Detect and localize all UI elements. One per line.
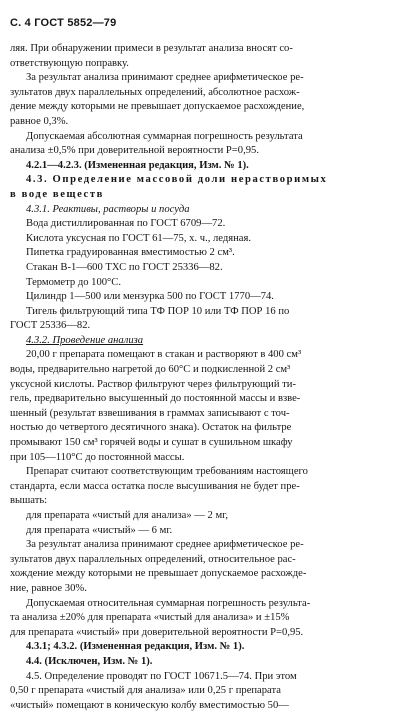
page-header: С. 4 ГОСТ 5852—79 <box>10 17 117 29</box>
text-line: для препарата «чистый» — 6 мг. <box>26 524 173 536</box>
text-line: анализа ±0,5% при доверительной вероятности P=0,95. <box>10 145 259 157</box>
text-line: вышать: <box>10 495 48 507</box>
text-line: гель, предварительно высушенный до постоянной массы и взве- <box>10 393 301 405</box>
text-line: Вода дистиллированная по ГОСТ 6709—72. <box>26 218 226 230</box>
text-line: Термометр до 100°С. <box>26 276 121 288</box>
text-line: 20,00 г препарата помещают в стакан и растворяют в 400 см³ <box>26 349 302 361</box>
text-line: дение между которыми не превышает допускаемое расхождение, <box>10 101 305 113</box>
text-line: Кислота уксусная по ГОСТ 61—75, х. ч., ледяная. <box>26 232 252 244</box>
text-line: ностью до четвертого десятичного знака). Остаток на фильтре <box>10 422 292 434</box>
text-line: для препарата «чистый для анализа» — 2 мг, <box>26 510 228 521</box>
text-line: 4.5. Определение проводят по ГОСТ 10671.5—74. При этом <box>26 670 297 682</box>
text-line: уксусной кислоты. Раствор фильтруют через фильтрующий ти- <box>10 378 296 390</box>
text-line: хождение между которыми не превышает допускаемое расхожде- <box>10 568 307 580</box>
text-line: Цилиндр 1—500 или мензурка 500 по ГОСТ 1770—74. <box>26 291 274 303</box>
text-line: воды, предварительно нагретой до 60°С и подкисленной 2 см³ <box>10 364 291 376</box>
section-heading: 4.3. Определение массовой доли нерастворимых <box>26 174 328 186</box>
text-line: при 105—110°С до постоянной массы. <box>10 451 185 463</box>
text-line: зультатов двух параллельных определений, относительное рас- <box>10 553 296 565</box>
section-note: 4.4. (Исключен, Изм. № 1). <box>26 655 153 667</box>
text-line: для препарата «чистый» при доверительной вероятности P=0,95. <box>10 626 304 638</box>
text-line: Допускаемая абсолютная суммарная погрешность результата <box>26 130 303 142</box>
text-line: За результат анализа принимают среднее арифметическое ре- <box>26 539 304 551</box>
text-line: равное 0,3%. <box>10 115 69 127</box>
text-line: 0,50 г препарата «чистый для анализа» или 0,25 г препарата <box>10 685 281 697</box>
text-line: Препарат считают соответствующим требованиям настоящего <box>26 466 308 478</box>
text-line: стандарта, если масса остатка после высушивания не будет пре- <box>10 480 300 492</box>
text-line: ляя. При обнаружении примеси в результат анализа вносят со- <box>10 43 293 54</box>
text-line: Пипетка градуированная вместимостью 2 см³. <box>26 247 235 259</box>
document-body <box>10 42 409 713</box>
section-note: 4.3.1; 4.3.2. (Измененная редакция, Изм. № 1). <box>26 641 245 653</box>
text-line: За результат анализа принимают среднее арифметическое ре- <box>26 72 304 84</box>
text-line: та анализа ±20% для препарата «чистый для анализа» и ±15% <box>10 612 290 624</box>
section-note: 4.2.1—4.2.3. (Измененная редакция, Изм. № 1). <box>26 159 249 171</box>
text-line: «чистый» помещают в коническую колбу вместимостью 50— <box>10 699 289 711</box>
text-line: зультатов двух параллельных определений, абсолютное расхож- <box>10 86 300 98</box>
text-line: Стакан В-1—600 ТХС по ГОСТ 25336—82. <box>26 261 223 273</box>
text-line: ответствующую поправку. <box>10 57 129 69</box>
text-line: ГОСТ 25336—82. <box>10 320 91 332</box>
text-line: шенный (результат взвешивания в граммах записывают с точ- <box>10 407 290 419</box>
text-line: Тигель фильтрующий типа ТФ ПОР 10 или ТФ ПОР 16 по <box>26 305 290 317</box>
text-line: промывают 150 см³ горячей воды и сушат в сушильном шкафу <box>10 437 293 449</box>
section-heading-cont: в воде веществ <box>10 188 104 200</box>
text-line: Допускаемая относительная суммарная погрешность результа- <box>26 597 311 609</box>
subsection-heading: 4.3.2. Проведение анализа <box>26 334 144 346</box>
subsection-heading: 4.3.1. Реактивы, растворы и посуда <box>26 203 190 215</box>
text-line: ние, равное 30%. <box>10 582 87 594</box>
